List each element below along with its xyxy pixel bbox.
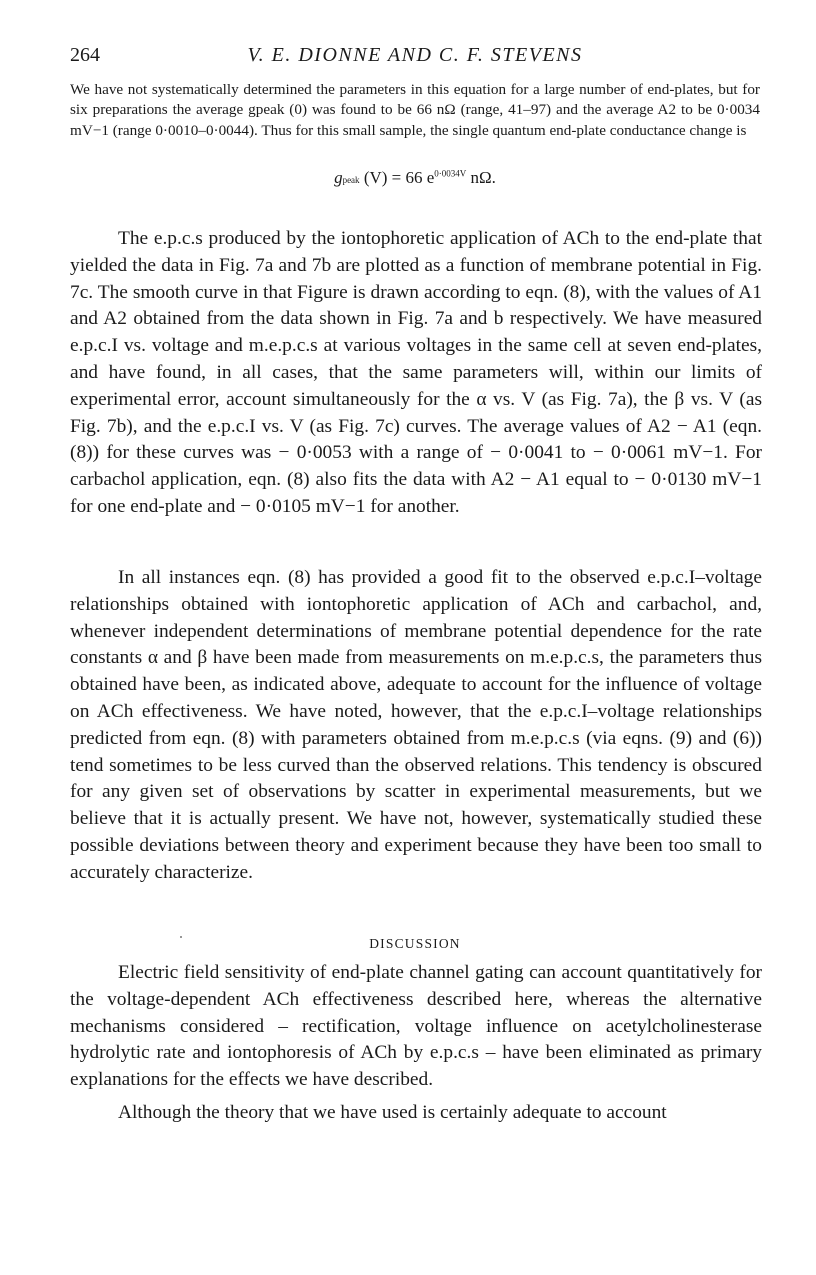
equation-g: g: [334, 168, 343, 187]
paragraph-discussion-intro: Electric field sensitivity of end-plate channel gating can account quantitatively for the voltage-dependent ACh effectiveness described here, whereas the alternative mechanisms considered – rectification, voltage influence on acetylcholinesterase hydrolytic rate and iontophoresis of ACh by e.p.c.s – have been eliminated as primary explanations for the effects we have described.: [70, 962, 762, 1091]
equation-exponent: 0·0034V: [434, 168, 467, 179]
equation-subscript-peak: peak: [342, 175, 360, 185]
running-head: V. E. DIONNE AND C. F. STEVENS: [247, 44, 583, 66]
page-header: [70, 44, 760, 74]
conductance-equation: [70, 168, 760, 188]
page-number: 264: [70, 44, 100, 66]
section-heading-discussion: DISCUSSION: [369, 936, 461, 951]
paragraph-discussion-continued: Although the theory that we have used is certainly adequate to account: [118, 1102, 667, 1123]
paragraph-parameters-summary: We have not systematically determined the parameters in this equation for a large number of end-plates, but for six preparations the average gpeak (0) was found to be 66 nΩ (range, 41–97) and the average A2 to be 0·0034 mV−1 (range 0·0010–0·0044). Thus for this small sample, the single quantum end-plate conductance change is: [70, 81, 760, 139]
paragraph-epc-results: The e.p.c.s produced by the iontophoretic application of ACh to the end-plate that yielded the data in Fig. 7a and 7b are plotted as a function of membrane potential in Fig. 7c. The smooth curve in that Figure is drawn according to eqn. (8), with the values of A1 and A2 obtained from the data shown in Fig. 7a and b respectively. We have measured e.p.c.I vs. voltage and m.e.p.c.s at various voltages in the same cell at seven end-plates, and have found, in all cases, that the same parameters will, within our limits of experimental error, account simultaneously for the α vs. V (as Fig. 7a), the β vs. V (as Fig. 7b), and the e.p.c.I vs. V (as Fig. 7c) curves. The average values of A2 − A1 (eqn. (8)) for these curves was − 0·0053 with a range of − 0·0041 to − 0·0061 mV−1. For carbachol application, eqn. (8) also fits the data with A2 − A1 equal to − 0·0130 mV−1 for one end-plate and − 0·0105 mV−1 for another.: [70, 228, 762, 517]
equation-unit: nΩ.: [466, 168, 496, 187]
equation-lhs: (V) = 66 e: [359, 168, 435, 187]
paragraph-fit-observations: In all instances eqn. (8) has provided a good fit to the observed e.p.c.I–voltage relationships obtained with iontophoretic application of ACh and carbachol, and, whenever independent determinations of membrane potential dependence for the rate constants α and β have been made from measurements on m.e.p.c.s, the parameters thus obtained have been, as indicated above, adequate to account for the influence of voltage on ACh effectiveness. We have noted, however, that the e.p.c.I–voltage relationships predicted from eqn. (8) with parameters obtained from m.e.p.c.s (via eqns. (9) and (6)) tend sometimes to be less curved than the observed relations. This tendency is obscured for any given set of observations by scatter in experimental measurements, but we believe that it is actually present. We have not, however, systematically studied these possible deviations between theory and experiment because they have been too small to accurately characterize.: [70, 567, 762, 883]
